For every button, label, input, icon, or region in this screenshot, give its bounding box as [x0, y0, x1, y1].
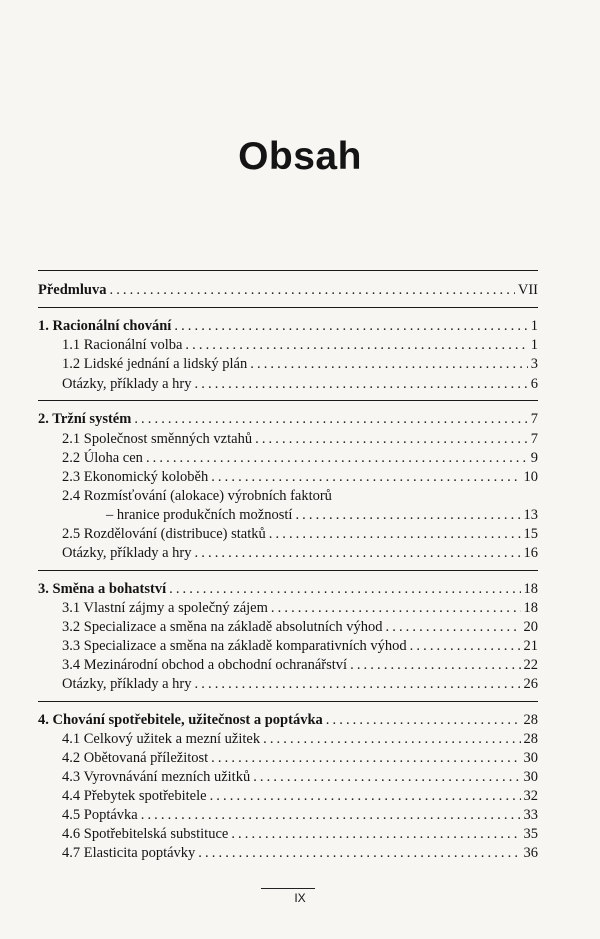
toc-leader-dots: [326, 710, 521, 730]
divider: [38, 570, 538, 571]
toc-item[interactable]: [38, 598, 538, 618]
toc-chapter-2[interactable]: [38, 409, 538, 429]
toc-item[interactable]: [38, 448, 538, 468]
toc-chapter-1[interactable]: [38, 316, 538, 336]
toc-item[interactable]: [38, 543, 538, 563]
toc-entry-page: 21: [523, 638, 538, 654]
toc-entry-label: 1. Racionální chování: [38, 318, 172, 334]
toc-leader-dots: [146, 448, 528, 468]
toc-leader-dots: [141, 805, 521, 825]
toc-entry-label: 4.3 Vyrovnávání mezních užitků: [62, 769, 251, 785]
toc-leader-dots: [195, 674, 521, 694]
toc-chapter-3[interactable]: [38, 579, 538, 599]
toc-entry-page: 26: [523, 676, 538, 692]
footer-divider: [261, 888, 315, 889]
toc-entry-label: 4.2 Obětovaná příležitost: [62, 750, 209, 766]
toc-entry-label: 3.4 Mezinárodní obchod a obchodní ochranářství: [62, 657, 348, 673]
toc-leader-dots: [253, 767, 520, 787]
toc-entry-page: VII: [517, 282, 538, 298]
toc-chapter-4[interactable]: [38, 710, 538, 730]
toc-entry-label: 3.2 Specializace a směna na základě absolutních výhod: [62, 619, 383, 635]
toc-entry-page: 33: [523, 807, 538, 823]
divider: [38, 701, 538, 702]
toc-entry-page: 9: [530, 450, 538, 466]
toc-item[interactable]: [38, 767, 538, 787]
toc-entry-label: Otázky, příklady a hry: [62, 545, 192, 561]
toc-entry-page: 28: [523, 731, 538, 747]
toc-entry-page: 20: [523, 619, 538, 635]
toc-item[interactable]: [38, 824, 538, 844]
toc-item[interactable]: [38, 674, 538, 694]
toc-entry-label: 2.3 Ekonomický koloběh: [62, 469, 209, 485]
divider: [38, 400, 538, 401]
toc-item[interactable]: [38, 374, 538, 394]
toc-leader-dots: [271, 598, 521, 618]
divider: [38, 307, 538, 308]
toc-entry-label: 3.3 Specializace a směna na základě komparativních výhod: [62, 638, 407, 654]
toc-entry-page: 7: [530, 411, 538, 427]
toc-leader-dots: [109, 280, 514, 300]
toc-leader-dots: [269, 524, 521, 544]
toc-item-continuation[interactable]: [38, 505, 538, 525]
toc-leader-dots: [295, 505, 520, 525]
divider: [38, 270, 538, 271]
toc-entry-label: Otázky, příklady a hry: [62, 376, 192, 392]
toc-entry-page: 7: [530, 431, 538, 447]
toc-item[interactable]: [38, 524, 538, 544]
toc-entry-page: 10: [523, 469, 538, 485]
toc-leader-dots: [198, 843, 520, 863]
toc-entry-label: 3. Směna a bohatství: [38, 581, 167, 597]
toc-item[interactable]: [38, 429, 538, 449]
toc-entry-label: 2.4 Rozmísťování (alokace) výrobních faktorů: [62, 488, 332, 504]
toc-item[interactable]: [38, 786, 538, 806]
toc-leader-dots: [350, 655, 520, 675]
toc-item[interactable]: [38, 467, 538, 487]
toc-entry-preface[interactable]: [38, 280, 538, 300]
toc-entry-label: Předmluva: [38, 282, 107, 298]
toc-item[interactable]: [38, 335, 538, 355]
toc-item[interactable]: [38, 486, 538, 506]
toc-entry-label: 4.6 Spotřebitelská substituce: [62, 826, 229, 842]
toc-entry-page: 28: [523, 712, 538, 728]
toc-leader-dots: [231, 824, 520, 844]
toc-entry-page: 35: [523, 826, 538, 842]
toc-item[interactable]: [38, 655, 538, 675]
toc-entry-label: 2.1 Společnost směnných vztahů: [62, 431, 253, 447]
toc-entry-page: 36: [523, 845, 538, 861]
toc-leader-dots: [169, 579, 520, 599]
toc-leader-dots: [211, 748, 520, 768]
toc-entry-page: 15: [523, 526, 538, 542]
toc-leader-dots: [174, 316, 527, 336]
toc-item[interactable]: [38, 843, 538, 863]
toc-entry-page: 30: [523, 769, 538, 785]
toc-leader-dots: [185, 335, 527, 355]
toc-entry-page: 18: [523, 581, 538, 597]
toc-entry-label: 2.2 Úloha cen: [62, 450, 143, 466]
toc-leader-dots: [195, 374, 528, 394]
page-number: IX: [294, 891, 306, 905]
toc-entry-label: 1.1 Racionální volba: [62, 337, 183, 353]
toc-entry-label: 3.1 Vlastní zájmy a společný zájem: [62, 600, 268, 616]
toc-entry-label: 2.5 Rozdělování (distribuce) statků: [62, 526, 266, 542]
toc-leader-dots: [210, 786, 521, 806]
toc-entry-page: 13: [523, 507, 538, 523]
page-title: Obsah: [238, 135, 362, 178]
toc-entry-label: 4. Chování spotřebitele, užitečnost a poptávka: [38, 712, 323, 728]
toc-entry-page: 3: [530, 356, 538, 372]
toc-leader-dots: [211, 467, 520, 487]
toc-entry-label: 2. Tržní systém: [38, 411, 132, 427]
toc-item[interactable]: [38, 729, 538, 749]
toc-item[interactable]: [38, 748, 538, 768]
toc-entry-label: 4.5 Poptávka: [62, 807, 138, 823]
toc-leader-dots: [263, 729, 520, 749]
toc-item[interactable]: [38, 617, 538, 637]
toc-entry-label: 1.2 Lidské jednání a lidský plán: [62, 356, 248, 372]
toc-item[interactable]: [38, 354, 538, 374]
toc-leader-dots: [255, 429, 528, 449]
toc-entry-page: 1: [530, 318, 538, 334]
toc-leader-dots: [195, 543, 521, 563]
toc-leader-dots: [250, 354, 528, 374]
toc-leader-dots: [134, 409, 527, 429]
toc-entry-page: 32: [523, 788, 538, 804]
toc-entry-page: 1: [530, 337, 538, 353]
toc-leader-dots: [386, 617, 521, 637]
toc-entry-label: 4.7 Elasticita poptávky: [62, 845, 196, 861]
toc-entry-page: 18: [523, 600, 538, 616]
toc-entry-label: 4.4 Přebytek spotřebitele: [62, 788, 207, 804]
toc-entry-page: 30: [523, 750, 538, 766]
toc-entry-page: 22: [523, 657, 538, 673]
toc-item[interactable]: [38, 805, 538, 825]
toc-item[interactable]: [38, 636, 538, 656]
toc-entry-page: 16: [523, 545, 538, 561]
toc-leader-dots: [410, 636, 521, 656]
toc-entry-page: 6: [530, 376, 538, 392]
toc-entry-label: – hranice produkčních možností: [106, 507, 293, 523]
toc-entry-label: Otázky, příklady a hry: [62, 676, 192, 692]
toc-entry-label: 4.1 Celkový užitek a mezní užitek: [62, 731, 261, 747]
